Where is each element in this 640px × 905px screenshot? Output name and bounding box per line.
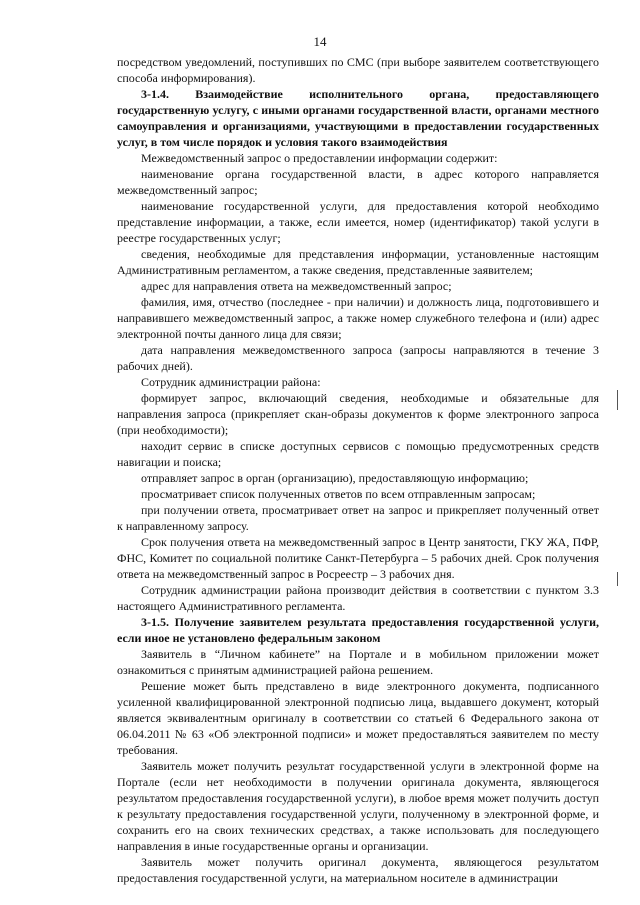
paragraph: Заявитель может получить оригинал документа, являющегося результатом предоставления государственной услуги, на материальном носителе в администрации xyxy=(117,855,599,885)
paragraph: формирует запрос, включающий сведения, необходимые и обязательные для направления запроса (прикрепляет скан-образы документов к форме электронного запроса (при необходимости); xyxy=(117,391,599,437)
paragraph: Заявитель в “Личном кабинете” на Портале и в мобильном приложении может ознакомиться с принятым администрацией района решением. xyxy=(117,647,599,677)
paragraph: адрес для направления ответа на межведомственный запрос; xyxy=(141,279,452,293)
paragraph: Межведомственный запрос о предоставлении информации содержит: xyxy=(141,151,498,165)
paragraph: отправляет запрос в орган (организацию), предоставляющую информацию; xyxy=(141,471,529,485)
section-heading: 3-1.5. Получение заявителем результата предоставления государственной услуги, если иное не установлено федеральным законом xyxy=(117,615,599,645)
scan-edge-mark xyxy=(617,390,618,410)
paragraph: просматривает список полученных ответов по всем отправленным запросам; xyxy=(141,487,536,501)
paragraph: посредством уведомлений, поступивших по СМС (при выборе заявителем соответствующего способа информирования). xyxy=(117,55,599,85)
paragraph: находит сервис в списке доступных сервисов с помощью предусмотренных средств навигации и поиска; xyxy=(117,439,599,469)
scan-edge-mark xyxy=(617,572,618,586)
paragraph: наименование государственной услуги, для предоставления которой необходимо представление информации, а также, если имеется, номер (идентификатор) такой услуги в реестре государственных услуг; xyxy=(117,199,599,245)
paragraph: наименование органа государственной власти, в адрес которого направляется межведомственный запрос; xyxy=(117,167,599,197)
paragraph: сведения, необходимые для представления информации, установленные настоящим Административным регламентом, а также сведения, представленные заявителем; xyxy=(117,247,599,277)
paragraph: Сотрудник администрации района: xyxy=(141,375,321,389)
paragraph: фамилия, имя, отчество (последнее - при наличии) и должность лица, подготовившего и направившего межведомственный запрос, а также номер служебного телефона и (или) адрес электронной почты данного лица для связи; xyxy=(117,295,599,341)
paragraph: при получении ответа, просматривает ответ на запрос и прикрепляет полученный ответ к направленному запросу. xyxy=(117,503,599,533)
page-number: 14 xyxy=(313,34,327,49)
paragraph: Заявитель может получить результат государственной услуги в электронной форме на Портале (если нет необходимости в получении оригинала документа, являющегося результатом предоставления государственной услуги), в любое время может получить доступ к результату предоставления государственной услуги, полученному в электронной форме, и сохранить его на своих технических средствах, а также использовать для последующего направления в иные государственные органы и организации. xyxy=(117,759,599,853)
paragraph: Решение может быть представлено в виде электронного документа, подписанного усиленной квалифицированной электронной подписью лица, выдавшего документ, который является эквивалентным оригиналу в соответствии со статьей 6 Федерального закона от 06.04.2011 № 63 «Об электронной подписи» и может предоставляться заявителем по месту требования. xyxy=(117,679,599,757)
section-heading: 3-1.4. Взаимодействие исполнительного органа, предоставляющего государственную услугу, с иными органами государственной власти, органами местного самоуправления и организациями, участвующими в предоставлении государственных услуг, в том числе порядок и условия такого взаимодействия xyxy=(117,87,599,149)
document-body xyxy=(117,54,599,886)
paragraph: Сотрудник администрации района производит действия в соответствии с пунктом 3.3 настоящего Административного регламента. xyxy=(117,583,599,613)
paragraph: дата направления межведомственного запроса (запросы направляются в течение 3 рабочих дней). xyxy=(117,343,599,373)
paragraph: Срок получения ответа на межведомственный запрос в Центр занятости, ГКУ ЖА, ПФР, ФНС, Комитет по социальной политике Санкт-Петербурга – 5 рабочих дней. Срок получения ответа на межведомственный запрос в Росреестр – 3 рабочих дня. xyxy=(117,535,599,581)
